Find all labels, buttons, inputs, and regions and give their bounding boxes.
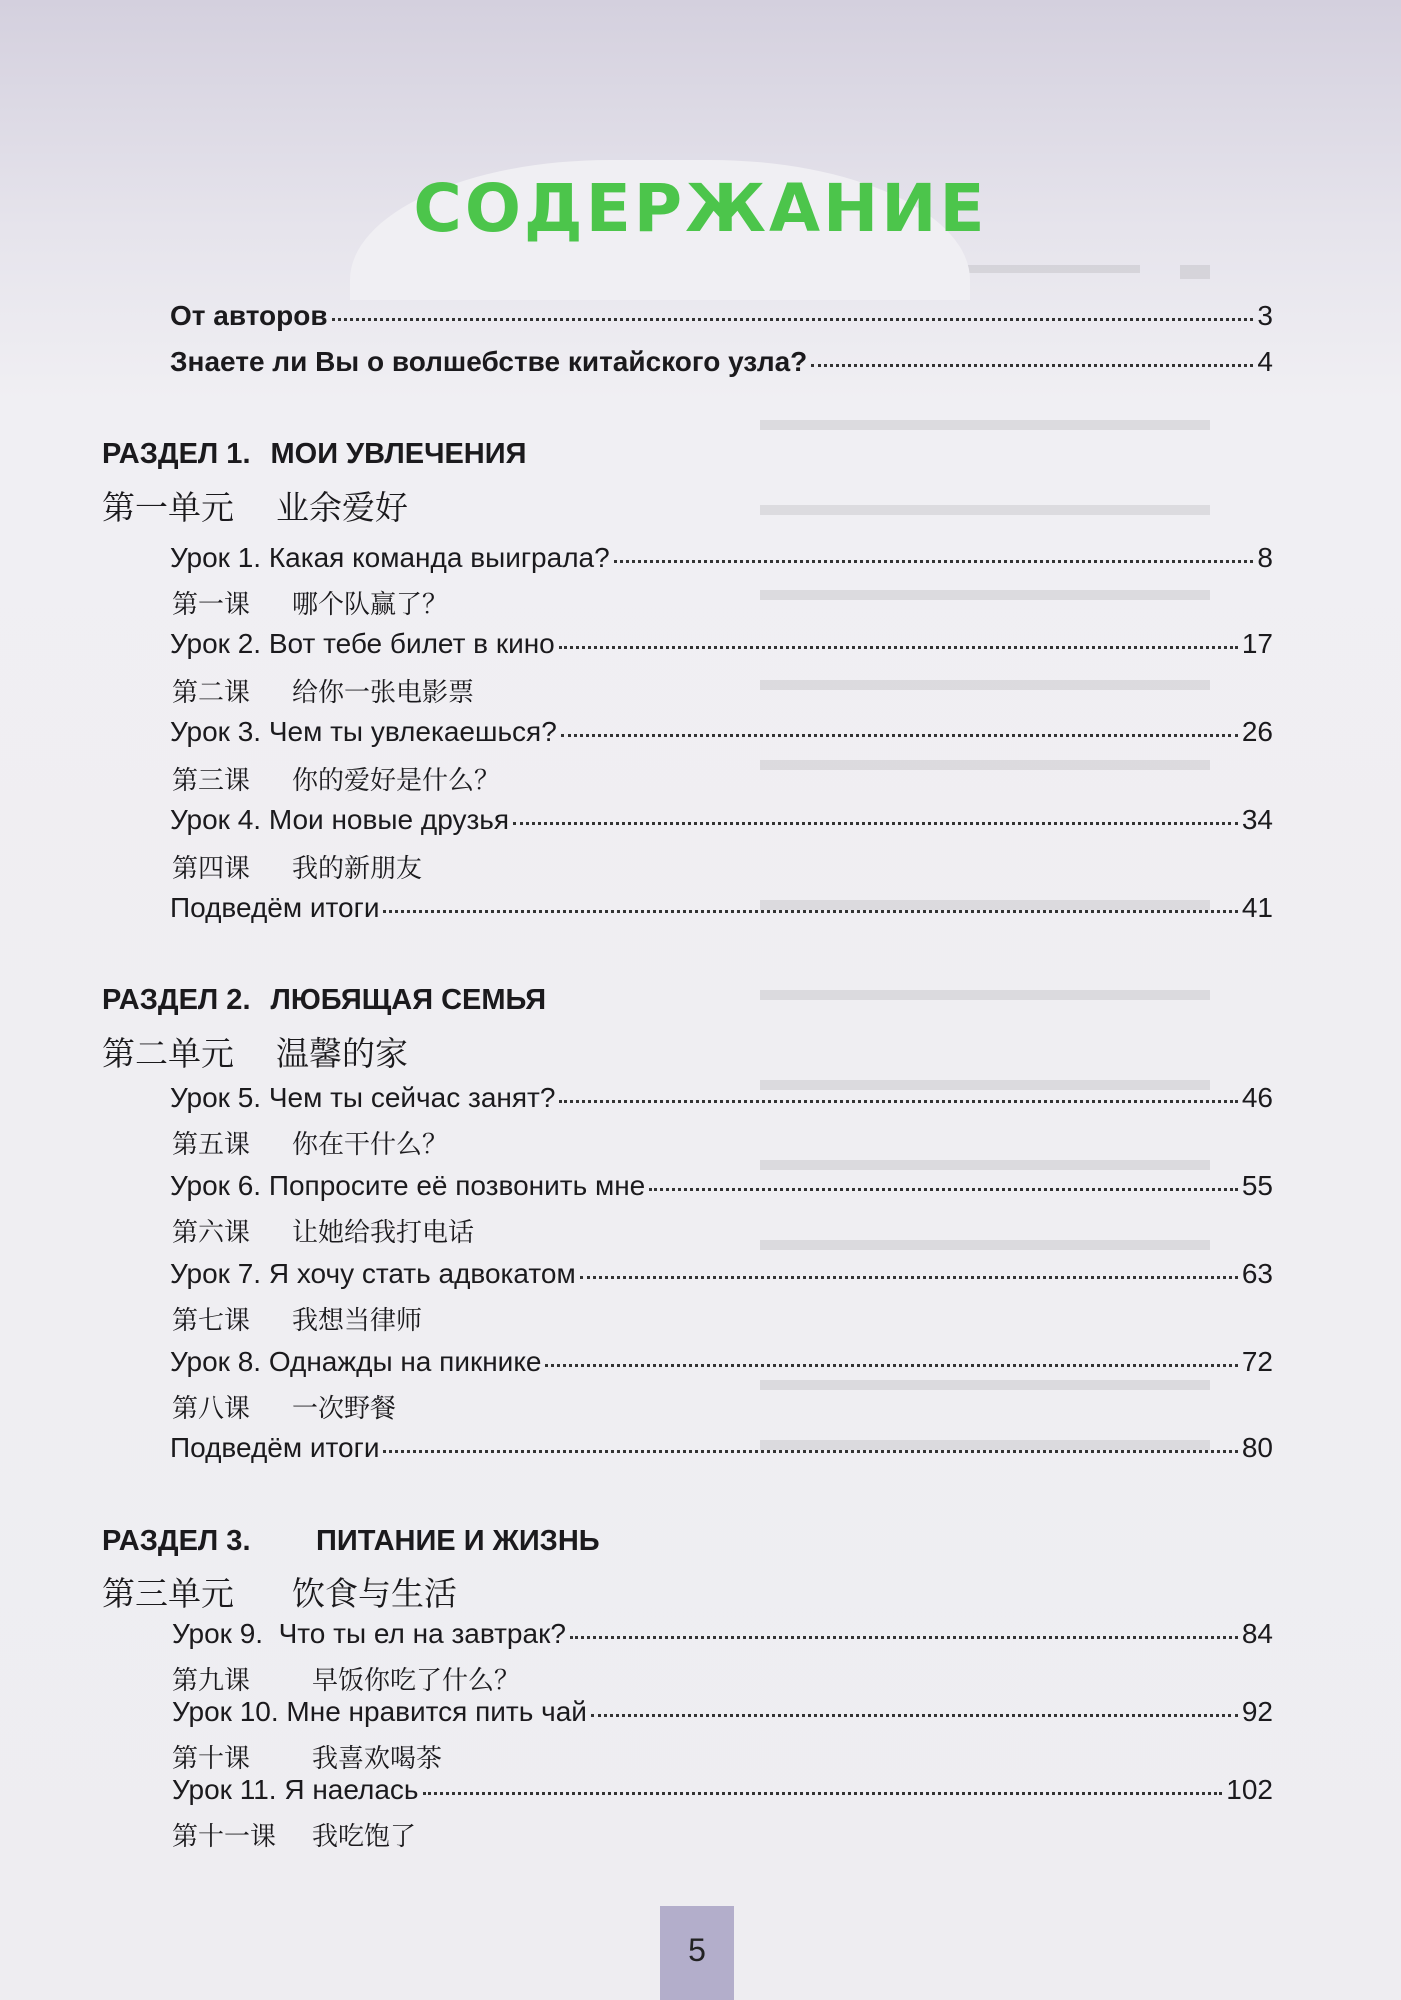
leader-dots: [383, 1450, 1237, 1453]
leader-dots: [580, 1276, 1238, 1279]
toc-entry-knot: [170, 346, 1273, 378]
toc-entry-page: 55: [1241, 1170, 1273, 1201]
toc-entry-lesson-4: [170, 804, 1273, 836]
leader-dots: [561, 734, 1238, 737]
unit-name: 温馨的家: [276, 1034, 408, 1073]
toc-entry-page: 46: [1241, 1082, 1273, 1113]
toc-entry-page: 41: [1241, 892, 1273, 923]
toc-entry-lesson-8-cn: [172, 1388, 396, 1425]
toc-entry-lesson-6-cn: [172, 1212, 474, 1249]
lesson-cn-title: 我喜欢喝茶: [312, 1744, 443, 1774]
toc-entry-page: 4: [1257, 346, 1273, 377]
toc-entry-label: От авторов: [170, 300, 328, 331]
toc-entry-page: 34: [1241, 804, 1273, 835]
lesson-cn-title: 让她给我打电话: [292, 1218, 475, 1248]
section-name: МОИ УВЛЕЧЕНИЯ: [270, 438, 527, 470]
leader-dots: [649, 1188, 1238, 1191]
toc-entry-label: Урок 1. Какая команда выиграла?: [170, 542, 610, 573]
lesson-cn-number: 第五课: [172, 1130, 251, 1160]
lesson-cn-title: 你的爱好是什么？: [292, 766, 501, 796]
toc-entry-lesson-3: [170, 716, 1273, 748]
lesson-cn-number: 第四课: [172, 854, 251, 884]
toc-entry-page: 102: [1226, 1774, 1273, 1805]
toc-entry-lesson-9-cn: [172, 1660, 520, 1697]
toc-entry-lesson-5: [170, 1082, 1273, 1114]
leader-dots: [332, 318, 1254, 321]
unit-heading-1: [102, 482, 408, 529]
unit-heading-2: [102, 1028, 408, 1075]
lesson-cn-title: 哪个队赢了？: [292, 590, 449, 620]
unit-label: 第三单元: [102, 1574, 234, 1613]
toc-entry-lesson-11-cn: [172, 1816, 416, 1853]
section-heading-1: [102, 438, 526, 471]
lesson-cn-title: 我的新朋友: [292, 854, 423, 884]
lesson-cn-title: 早饭你吃了什么？: [312, 1666, 521, 1696]
section-name: ПИТАНИЕ И ЖИЗНЬ: [316, 1525, 600, 1557]
toc-entry-label: Подведём итоги: [170, 892, 380, 923]
toc-entry-lesson-1: [170, 542, 1273, 574]
leader-dots: [811, 364, 1253, 367]
unit-label: 第一单元: [102, 488, 234, 527]
lesson-cn-number: 第七课: [172, 1306, 251, 1336]
lesson-cn-number: 第六课: [172, 1218, 251, 1248]
toc-entry-label: Урок 9. Что ты ел на завтрак?: [172, 1618, 566, 1649]
toc-entry-label: Урок 6. Попросите её позвонить мне: [170, 1170, 646, 1201]
toc-entry-page: 80: [1241, 1432, 1273, 1463]
section-label: РАЗДЕЛ 1.: [102, 438, 251, 470]
page-number: 5: [688, 1932, 706, 1968]
toc-entry-lesson-10: [172, 1696, 1273, 1728]
lesson-cn-title: 我吃饱了: [312, 1822, 417, 1852]
toc-entry-lesson-7: [170, 1258, 1273, 1290]
lesson-cn-number: 第八课: [172, 1394, 251, 1424]
leader-dots: [591, 1714, 1238, 1717]
toc-entry-lesson-2: [170, 628, 1273, 660]
toc-entry-label: Знаете ли Вы о волшебстве китайского узла?: [170, 346, 808, 377]
lesson-cn-number: 第二课: [172, 678, 251, 708]
toc-entry-page: 72: [1241, 1346, 1273, 1377]
toc-entry-lesson-2-cn: [172, 672, 474, 709]
toc-entry-lesson-7-cn: [172, 1300, 422, 1337]
toc-entry-page: 3: [1257, 300, 1273, 331]
toc-entry-page: 92: [1241, 1696, 1273, 1727]
leader-dots: [383, 910, 1237, 913]
lesson-cn-number: 第三课: [172, 766, 251, 796]
toc-entry-label: Урок 10. Мне нравится пить чай: [172, 1696, 587, 1727]
lesson-cn-number: 第一课: [172, 590, 251, 620]
leader-dots: [513, 822, 1238, 825]
lesson-cn-title: 我想当律师: [292, 1306, 423, 1336]
section-heading-3: [102, 1525, 600, 1558]
toc-entry-label: Урок 4. Мои новые друзья: [170, 804, 510, 835]
leader-dots: [614, 560, 1254, 563]
toc-entry-lesson-9: [172, 1618, 1273, 1650]
leader-dots: [423, 1792, 1223, 1795]
toc-entry-lesson-5-cn: [172, 1124, 448, 1161]
toc-entry-label: Урок 2. Вот тебе билет в кино: [170, 628, 555, 659]
lesson-cn-title: 给你一张电影票: [292, 678, 475, 708]
toc-entry-page: 63: [1241, 1258, 1273, 1289]
lesson-cn-number: 第十一课: [172, 1822, 277, 1852]
toc-entry-page: 84: [1241, 1618, 1273, 1649]
toc-entry-summary-2: [170, 1432, 1273, 1464]
section-label: РАЗДЕЛ 3.: [102, 1525, 251, 1557]
toc-entry-lesson-1-cn: [172, 584, 448, 621]
leader-dots: [559, 1100, 1237, 1103]
unit-name: 业余爱好: [276, 488, 408, 527]
toc-entry-lesson-8: [170, 1346, 1273, 1378]
toc-entry-lesson-3-cn: [172, 760, 500, 797]
toc-entry-lesson-4-cn: [172, 848, 422, 885]
unit-label: 第二单元: [102, 1034, 234, 1073]
unit-name: 饮食与生活: [292, 1574, 457, 1613]
toc-entry-label: Подведём итоги: [170, 1432, 380, 1463]
toc-entry-label: Урок 8. Однажды на пикнике: [170, 1346, 542, 1377]
toc-entry-authors: [170, 300, 1273, 332]
lesson-cn-title: 你在干什么？: [292, 1130, 449, 1160]
toc-entry-label: Урок 5. Чем ты сейчас занят?: [170, 1082, 556, 1113]
leader-dots: [545, 1364, 1237, 1367]
section-label: РАЗДЕЛ 2.: [102, 984, 251, 1016]
toc-entry-page: 8: [1257, 542, 1273, 573]
toc-entry-label: Урок 7. Я хочу стать адвокатом: [170, 1258, 576, 1289]
toc-entry-label: Урок 11. Я наелась: [172, 1774, 419, 1805]
toc-entry-lesson-6: [170, 1170, 1273, 1202]
leader-dots: [559, 646, 1238, 649]
lesson-cn-title: 一次野餐: [292, 1394, 397, 1424]
toc-entry-page: 26: [1241, 716, 1273, 747]
section-heading-2: [102, 984, 546, 1017]
lesson-cn-number: 第九课: [172, 1666, 251, 1696]
lesson-cn-number: 第十课: [172, 1744, 251, 1774]
section-name: ЛЮБЯЩАЯ СЕМЬЯ: [270, 984, 547, 1016]
toc-entry-label: Урок 3. Чем ты увлекаешься?: [170, 716, 557, 747]
toc-entry-lesson-11: [172, 1774, 1273, 1806]
toc-entry-summary-1: [170, 892, 1273, 924]
unit-heading-3: [102, 1568, 457, 1615]
toc-entry-lesson-10-cn: [172, 1738, 442, 1775]
leader-dots: [570, 1636, 1238, 1639]
page-title: СОДЕРЖАНИЕ: [413, 170, 988, 247]
toc-entry-page: 17: [1241, 628, 1273, 659]
